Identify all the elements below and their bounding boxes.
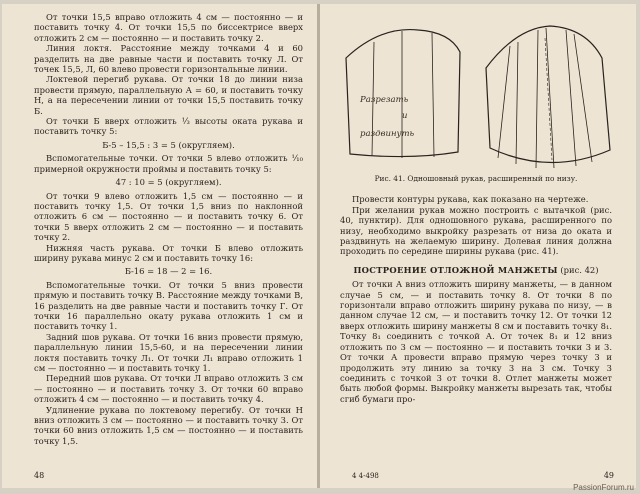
spread-line: [574, 34, 592, 162]
section-heading-ref: (рис. 42): [560, 264, 599, 275]
paragraph: Удлинение рукава по локтевому перегибу. От точки Н вниз отложить 3 см — постоянно — и поставить точку 3. От точки 60 вниз отложить 1,5 см — постоянно — и поставить точку 1,5.: [34, 404, 303, 446]
page-number-right: 49: [603, 471, 614, 480]
spread-line: [566, 30, 576, 166]
grain-line: [545, 38, 552, 160]
watermark: PassionForum.ru: [573, 483, 634, 492]
paragraph: Линия локтя. Расстояние между точками 4 и 60 разделить на две равные части и поставить точку Л. От точек 15,5, Л, 60 влево провести горизонтальные линии.: [34, 43, 303, 75]
figure-caption: Рис. 41. Одношовный рукав, расширенный по низу.: [374, 174, 578, 183]
paragraph: Передний шов рукава. От точки Л вправо отложить 3 см — постоянно — и поставить точку 3. От точки 60 вправо отложить 4 см — постоянно — и поставить точку 4.: [34, 373, 303, 405]
formula: 47 : 10 = 5 (округляем).: [115, 177, 222, 188]
paragraph: Провести контуры рукава, как показано на чертеже.: [352, 194, 589, 205]
paragraph: Вспомогательные точки. От точки 5 вниз провести прямую и поставить точку В. Расстояние между точками В, 16 разделить на две равные части и поставить точку Г. От точки 16 параллельно окату рукава отложить 1 см и поставить точку 1.: [34, 279, 303, 332]
paragraph: Локтевой перегиб рукава. От точки 18 до линии низа провести прямую, параллельную А = 60, и поставить точку Н, а на пересечении линии от точки 15,5 поставить точку Б.: [34, 74, 303, 116]
formula: Б-5 – 15,5 : 3 = 5 (округляем).: [102, 139, 235, 150]
figure-label-spread: раздвинуть: [360, 129, 415, 139]
page-number-left: 48: [34, 471, 45, 480]
formula: Б-16 = 18 — 2 = 16.: [124, 266, 213, 277]
paragraph: От точки А вниз отложить ширину манжеты, — в данном случае 5 см, — и поставить точку 8. От точки 8 по горизонтали вправо отложить ширину рукава по низу, — в данном случае 12 см, — и поставить точку 12. От точки 12 вверх отложить ширину манжеты 8 см и поставить точку 8₁. Точку 8₁ соединить с точкой А. От точек 8₁ и 12 вниз отложить по 3 см — постоянно — и поставить точки 3 и 3. От точки А провести вправо прямую через точку 3 и продолжить эту линию за точку 3 на 3 см. Точку 3 соединить с точкой 3 от точки 8. Отлет манжеты может быть любой формы. Выкройку манжеты вырезать так, чтобы сгиб бумаги про-: [340, 279, 612, 404]
paragraph: Нижняя часть рукава. От точки Б влево отложить ширину рукава минус 2 см и поставить точку 16:: [34, 242, 303, 263]
paragraph: Задний шов рукава. От точки 16 вниз провести прямую, параллельную линии 15,5-60, и на пересечении линии локтя поставить точку Л₁. От точки Л₁ вправо отложить 1 см — постоянно — и поставить точку 1.: [34, 331, 303, 373]
section-heading: [340, 265, 612, 275]
sleeve-pattern-drawing: [340, 18, 612, 170]
sleeve-pattern-figure: [340, 18, 612, 170]
printer-signature: 4 4-498: [352, 472, 379, 480]
paragraph: Вспомогательные точки. От точки 5 влево отложить ⅟₁₀ примерной окружности проймы и поставить точку 5:: [34, 153, 303, 174]
right-page: [320, 4, 636, 488]
paragraph: От точки Б вверх отложить ⅓ высоты оката рукава и поставить точку 5:: [34, 116, 303, 137]
figure-label-cut: Разрезать: [360, 95, 409, 105]
figure-label-and: и: [402, 111, 408, 121]
section-heading-title: ПОСТРОЕНИЕ ОТЛОЖНОЙ МАНЖЕТЫ: [353, 264, 558, 275]
spread-line: [498, 46, 510, 158]
paragraph: При желании рукав можно построить с вытачкой (рис. 40, пунктир). Для одношовного рукава, расширенного по низу, необходимо выкройку разрезать от низа до оката и раздвинуть на желаемую ширину. Долевая линия должна проходить по середине ширины рукава (рис. 41).: [340, 204, 612, 257]
spread-line: [546, 28, 554, 168]
left-page: [2, 4, 318, 488]
cut-line: [432, 33, 434, 157]
paragraph: От точки 15,5 вправо отложить 4 см — постоянно — и поставить точку 4. От точки 15,5 по биссектрисе вверх отложить 2 см — постоянно — и поставить точку 2.: [34, 12, 303, 43]
paragraph: От точки 9 влево отложить 1,5 см — постоянно — и поставить точку 1,5. От точки 1,5 вниз по наклонной отложить 6 см — постоянно — и поставить точку 6. От точки 5 вверх отложить 2 см — постоянно — и поставить точку 2.: [34, 190, 303, 243]
spread-line: [536, 30, 538, 168]
spread-line: [516, 42, 518, 164]
